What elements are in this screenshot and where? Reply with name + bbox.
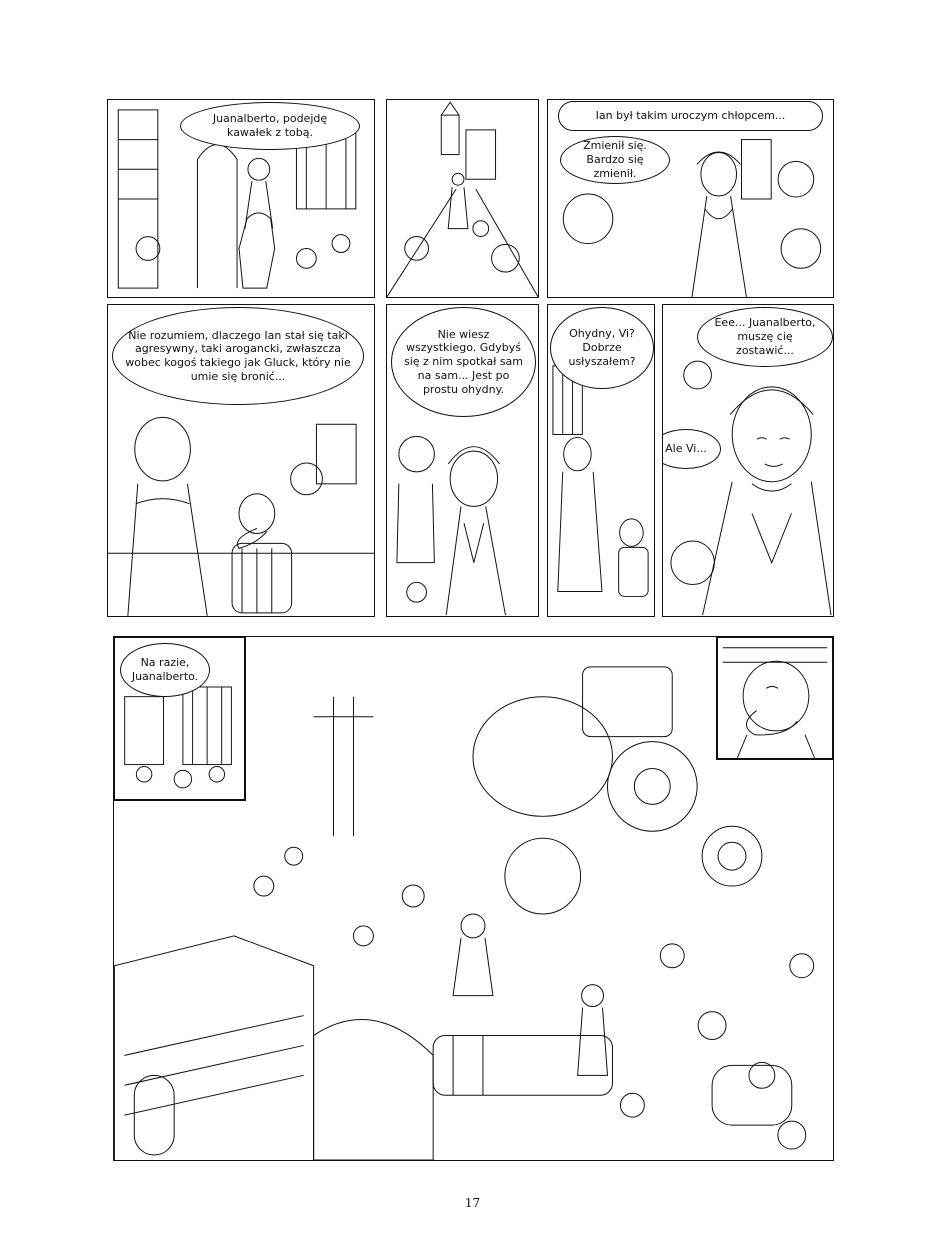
panel-3-inset-right — [716, 636, 834, 760]
speech-bubble: Juanalberto, podejdę kawałek z tobą. — [180, 102, 360, 150]
street-crowd-illustration — [387, 100, 538, 297]
speech-bubble-side: Ale Vi... — [662, 429, 721, 469]
speech-bubble: Nie rozumiem, dlaczego Ian stał się taki agresywny, taki arogancki, zwłaszcza wobec kogoś takiego jak Gluck, który nie umie się bronić... — [112, 307, 364, 405]
speech-bubble-top: Ian był takim uroczym chłopcem... — [558, 101, 823, 131]
panel-2-3 — [547, 304, 655, 617]
panel-1-3 — [547, 99, 834, 298]
duck-character-closeup-illustration — [718, 638, 832, 758]
speech-bubble: Nie wiesz wszystkiego. Gdybyś się z nim spotkał sam na sam... Jest po prostu ohydny. — [391, 307, 536, 417]
page-number: 17 — [464, 1196, 481, 1210]
panel-3-inset-left — [113, 636, 246, 801]
panel-1-1 — [107, 99, 375, 298]
speech-bubble: Na razie, Juanalberto. — [120, 643, 210, 697]
panel-2-4 — [662, 304, 834, 617]
speech-bubble-middle: Zmienił się. Bardzo się zmienił. — [560, 136, 670, 184]
speech-bubble: Ohydny, Vi? Dobrze usłyszałem? — [550, 307, 654, 389]
panel-1-2 — [386, 99, 539, 298]
panel-2-1 — [107, 304, 375, 617]
speech-bubble-top: Eee... Juanalberto, muszę cię zostawić... — [697, 307, 833, 367]
panel-2-2 — [386, 304, 539, 617]
